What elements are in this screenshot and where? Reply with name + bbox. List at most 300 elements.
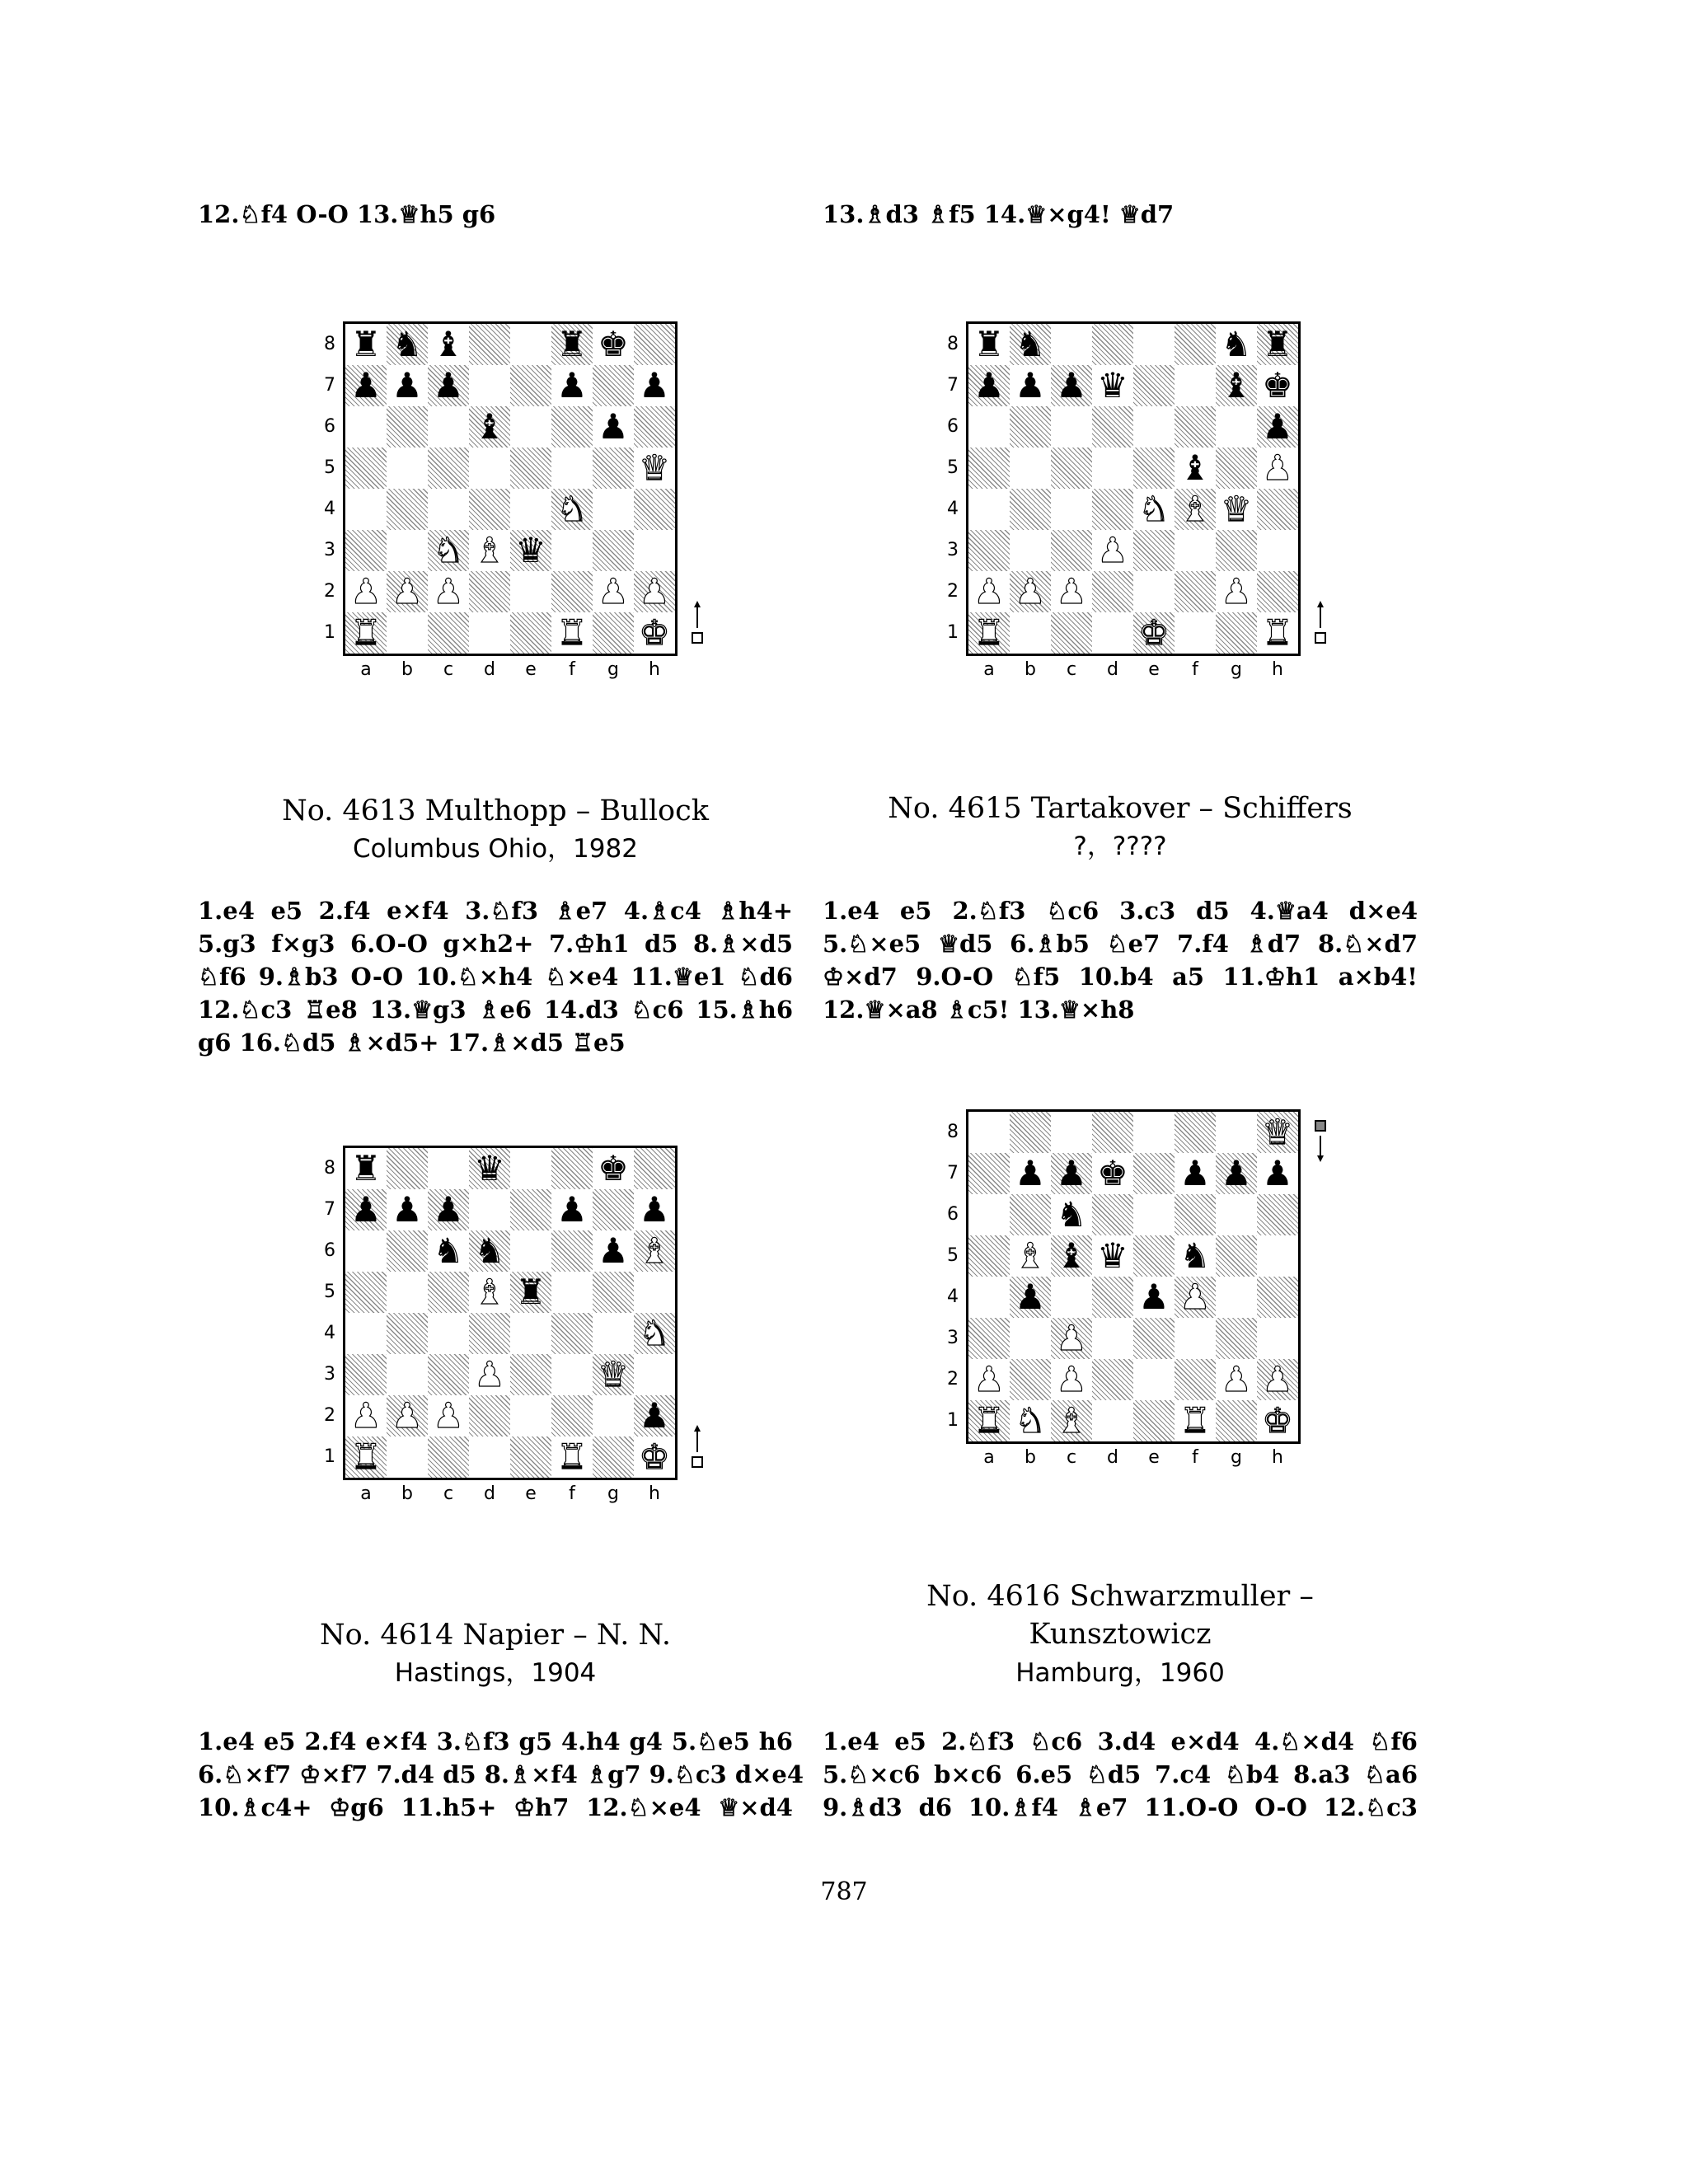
- white-pawn-icon: ♟: [1056, 1359, 1087, 1399]
- square-e7: [510, 365, 551, 406]
- rank-label: 4: [947, 499, 959, 519]
- white-rook-icon: ♜: [973, 612, 1005, 653]
- square-f6: [551, 1230, 593, 1272]
- square-d7: [469, 1189, 510, 1230]
- square-a7: [968, 1153, 1010, 1194]
- square-f6: [1175, 406, 1216, 448]
- square-g1: [1216, 1400, 1257, 1441]
- file-label: b: [401, 1483, 413, 1504]
- black-knight-icon: ♞: [474, 1230, 505, 1271]
- square-f1: [1175, 612, 1216, 654]
- rank-label: 2: [324, 581, 335, 602]
- square-b6: [387, 1230, 428, 1272]
- square-b5: [387, 448, 428, 489]
- black-king-icon: ♚: [598, 1148, 629, 1188]
- square-h6: [634, 406, 675, 448]
- black-queen-icon: ♛: [1097, 1235, 1128, 1276]
- white-bishop-icon: ♝: [1015, 1235, 1046, 1276]
- white-rook-icon: ♜: [350, 1436, 382, 1477]
- rank-label: 2: [324, 1405, 335, 1426]
- file-label: e: [525, 659, 537, 680]
- black-bishop-icon: ♝: [1179, 448, 1211, 488]
- white-pawn-icon: ♟: [1179, 1277, 1211, 1317]
- file-label: a: [360, 659, 372, 680]
- square-d5: [1092, 448, 1133, 489]
- black-pawn-icon: ♟: [639, 365, 670, 405]
- game-title-4614: No. 4614 Napier – N. N.: [320, 1619, 671, 1652]
- square-b3: [1010, 530, 1051, 571]
- file-label: a: [360, 1483, 372, 1504]
- square-d2: [469, 571, 510, 612]
- move-line: 5.g3 f×g3 6.O-O g×h2+ 7.♔h1 d5 8.♗×d5: [198, 930, 793, 958]
- square-a6: [968, 1194, 1010, 1235]
- white-knight-icon: ♞: [433, 530, 464, 570]
- rank-label: 7: [947, 1163, 959, 1183]
- square-h8: [634, 324, 675, 365]
- rank-label: 7: [324, 1199, 335, 1220]
- black-knight-icon: ♞: [1015, 324, 1046, 364]
- square-f8: [1175, 1112, 1216, 1153]
- white-knight-icon: ♞: [1138, 489, 1170, 529]
- square-a3: [345, 530, 387, 571]
- rank-label: 5: [324, 1282, 335, 1302]
- game-event-4613: Columbus Ohio，1982: [353, 834, 638, 864]
- rank-label: 4: [324, 499, 335, 519]
- white-pawn-icon: ♟: [973, 571, 1005, 612]
- square-b4: [387, 489, 428, 530]
- rank-label: 3: [947, 1328, 959, 1348]
- white-pawn-icon: ♟: [1221, 571, 1252, 612]
- square-g3: [593, 530, 634, 571]
- square-f3: [551, 530, 593, 571]
- square-e7: [510, 1189, 551, 1230]
- black-pawn-icon: ♟: [639, 1395, 670, 1436]
- game-title-line: No. 4616 Schwarzmuller –: [926, 1580, 1314, 1613]
- rank-label: 6: [324, 416, 335, 437]
- square-a4: [345, 1313, 387, 1354]
- move-line: 12.♕×a8 ♗c5! 13.♕×h8: [823, 996, 1135, 1024]
- square-a6: [968, 406, 1010, 448]
- move-line: 6.♘×f7 ♔×f7 7.d4 d5 8.♗×f4 ♗g7 9.♘c3 d×e4: [198, 1760, 804, 1788]
- white-bishop-icon: ♝: [474, 530, 505, 570]
- square-e2: [510, 571, 551, 612]
- white-knight-icon: ♞: [556, 489, 588, 529]
- rank-label: 8: [947, 1122, 959, 1142]
- rank-label: 7: [947, 375, 959, 396]
- chessboard: [343, 321, 678, 656]
- black-bishop-icon: ♝: [1221, 365, 1252, 405]
- square-e8: [1133, 324, 1175, 365]
- black-bishop-icon: ♝: [433, 324, 464, 364]
- move-line: 10.♗c4+ ♔g6 11.h5+ ♔h7 12.♘×e4 ♕×d4: [198, 1793, 793, 1821]
- game-title-4613: No. 4613 Multhopp – Bullock: [282, 794, 709, 827]
- white-pawn-icon: ♟: [1262, 448, 1293, 488]
- square-f2: [1175, 1359, 1216, 1400]
- black-knight-icon: ♞: [392, 324, 423, 364]
- square-f8: [551, 1148, 593, 1189]
- square-d8: [1092, 1112, 1133, 1153]
- square-h4: [1257, 489, 1298, 530]
- square-e2: [1133, 1359, 1175, 1400]
- square-g4: [1216, 1277, 1257, 1318]
- black-bishop-icon: ♝: [474, 406, 505, 447]
- square-h4: [1257, 1277, 1298, 1318]
- white-bishop-icon: ♝: [639, 1230, 670, 1271]
- square-e6: [1133, 406, 1175, 448]
- square-f8: [1175, 324, 1216, 365]
- black-pawn-icon: ♟: [433, 365, 464, 405]
- white-pawn-icon: ♟: [639, 571, 670, 612]
- black-pawn-icon: ♟: [1015, 365, 1046, 405]
- file-label: h: [649, 659, 660, 680]
- square-h3: [634, 1354, 675, 1395]
- file-label: e: [1148, 1447, 1160, 1468]
- black-to-move-icon: [1311, 1119, 1330, 1165]
- white-pawn-icon: ♟: [474, 1354, 505, 1394]
- square-h6: [1257, 1194, 1298, 1235]
- rank-label: 3: [947, 540, 959, 560]
- square-g3: [1216, 530, 1257, 571]
- move-line: g6 16.♘d5 ♗×d5+ 17.♗×d5 ♖e5: [198, 1029, 626, 1057]
- square-g5: [593, 448, 634, 489]
- white-bishop-icon: ♝: [1179, 489, 1211, 529]
- game-title-4615: No. 4615 Tartakover – Schiffers: [888, 792, 1353, 825]
- square-a5: [968, 1235, 1010, 1277]
- square-b1: [387, 612, 428, 654]
- square-d4: [1092, 1277, 1133, 1318]
- chess-diagram-bottom-right: [936, 1109, 1315, 1472]
- square-b1: [387, 1436, 428, 1478]
- square-g2: [593, 1395, 634, 1436]
- black-pawn-icon: ♟: [598, 1230, 629, 1271]
- file-label: c: [443, 1483, 454, 1504]
- white-pawn-icon: ♟: [973, 1359, 1005, 1399]
- square-g1: [593, 612, 634, 654]
- rank-label: 5: [947, 1245, 959, 1266]
- square-d4: [1092, 489, 1133, 530]
- black-knight-icon: ♞: [1221, 324, 1252, 364]
- square-c8: [1051, 1112, 1092, 1153]
- white-king-icon: ♚: [1262, 1400, 1293, 1441]
- black-pawn-icon: ♟: [1015, 1277, 1046, 1317]
- white-king-icon: ♚: [1138, 612, 1170, 653]
- square-g5: [1216, 448, 1257, 489]
- square-b3: [387, 1354, 428, 1395]
- rank-label: 5: [947, 457, 959, 478]
- square-c4: [1051, 1277, 1092, 1318]
- square-a3: [345, 1354, 387, 1395]
- chess-diagram-bottom-left: [313, 1146, 692, 1508]
- square-h2: [1257, 571, 1298, 612]
- square-c3: [428, 1354, 469, 1395]
- square-g1: [1216, 612, 1257, 654]
- black-knight-icon: ♞: [1056, 1194, 1087, 1235]
- rank-label: 1: [324, 622, 335, 643]
- square-a5: [345, 1272, 387, 1313]
- square-b6: [387, 406, 428, 448]
- game-title-line: Kunsztowicz: [1029, 1618, 1212, 1651]
- rank-label: 1: [947, 622, 959, 643]
- game-title-4616: [823, 1577, 1418, 1653]
- game-event-4616: Hamburg，1960: [1015, 1658, 1225, 1688]
- square-a8: [968, 1112, 1010, 1153]
- black-pawn-icon: ♟: [1015, 1153, 1046, 1193]
- square-c4: [1051, 489, 1092, 530]
- square-g3: [1216, 1318, 1257, 1359]
- file-label: a: [983, 659, 995, 680]
- black-king-icon: ♚: [1262, 365, 1293, 405]
- rank-label: 2: [947, 581, 959, 602]
- square-f6: [551, 406, 593, 448]
- move-line: 1.e4 e5 2.♘f3 ♘c6 3.c3 d5 4.♕a4 d×e4: [823, 897, 1418, 925]
- square-e1: [1133, 1400, 1175, 1441]
- square-e6: [510, 1230, 551, 1272]
- white-knight-icon: ♞: [639, 1313, 670, 1353]
- black-king-icon: ♚: [598, 324, 629, 364]
- square-a6: [345, 406, 387, 448]
- chessboard: [966, 321, 1301, 656]
- square-e3: [1133, 530, 1175, 571]
- white-pawn-icon: ♟: [1221, 1359, 1252, 1399]
- black-pawn-icon: ♟: [598, 406, 629, 447]
- square-e5: [1133, 448, 1175, 489]
- square-f3: [1175, 1318, 1216, 1359]
- square-d1: [1092, 1400, 1133, 1441]
- square-e3: [1133, 1318, 1175, 1359]
- file-label: d: [484, 1483, 495, 1504]
- square-b5: [1010, 448, 1051, 489]
- white-pawn-icon: ♟: [433, 571, 464, 612]
- square-h8: [634, 1148, 675, 1189]
- black-pawn-icon: ♟: [392, 365, 423, 405]
- file-label: c: [1066, 1447, 1077, 1468]
- rank-label: 5: [324, 457, 335, 478]
- square-e1: [510, 1436, 551, 1478]
- chessboard: [966, 1109, 1301, 1444]
- white-rook-icon: ♜: [973, 1400, 1005, 1441]
- square-a4: [968, 489, 1010, 530]
- white-pawn-icon: ♟: [433, 1395, 464, 1436]
- file-label: c: [443, 659, 454, 680]
- black-pawn-icon: ♟: [1262, 1153, 1293, 1193]
- square-h3: [1257, 530, 1298, 571]
- rank-label: 6: [947, 1204, 959, 1225]
- file-label: d: [1107, 659, 1118, 680]
- square-g4: [593, 1313, 634, 1354]
- square-g8: [1216, 1112, 1257, 1153]
- square-a5: [345, 448, 387, 489]
- square-a6: [345, 1230, 387, 1272]
- square-d1: [469, 612, 510, 654]
- square-f2: [551, 571, 593, 612]
- file-label: g: [1231, 1447, 1242, 1468]
- black-knight-icon: ♞: [433, 1230, 464, 1271]
- square-a5: [968, 448, 1010, 489]
- square-h3: [634, 530, 675, 571]
- rank-label: 4: [324, 1323, 335, 1343]
- square-b1: [1010, 612, 1051, 654]
- square-d8: [469, 324, 510, 365]
- rank-label: 2: [947, 1369, 959, 1390]
- square-g5: [1216, 1235, 1257, 1277]
- white-rook-icon: ♜: [350, 612, 382, 653]
- continuation-moves-left: 12.♘f4 O-O 13.♕h5 g6: [198, 200, 496, 228]
- file-label: e: [525, 1483, 537, 1504]
- move-line: 1.e4 e5 2.f4 e×f4 3.♘f3 g5 4.h4 g4 5.♘e5 h6: [198, 1727, 793, 1755]
- black-pawn-icon: ♟: [1056, 365, 1087, 405]
- white-to-move-icon: [1311, 600, 1330, 646]
- square-d1: [1092, 612, 1133, 654]
- black-knight-icon: ♞: [1179, 1235, 1211, 1276]
- black-pawn-icon: ♟: [639, 1189, 670, 1230]
- square-g1: [593, 1436, 634, 1478]
- file-label: f: [1192, 659, 1198, 680]
- move-line: ♔×d7 9.O-O ♘f5 10.b4 a5 11.♔h1 a×b4!: [823, 963, 1418, 991]
- file-label: d: [1107, 1447, 1118, 1468]
- page-number: 787: [820, 1877, 868, 1906]
- square-c1: [1051, 612, 1092, 654]
- square-e5: [1133, 1235, 1175, 1277]
- file-label: h: [1272, 1447, 1283, 1468]
- square-h5: [634, 1272, 675, 1313]
- black-pawn-icon: ♟: [350, 1189, 382, 1230]
- file-label: b: [1025, 659, 1036, 680]
- square-c4: [428, 1313, 469, 1354]
- square-b5: [387, 1272, 428, 1313]
- file-label: b: [1025, 1447, 1036, 1468]
- black-pawn-icon: ♟: [556, 1189, 588, 1230]
- square-e8: [510, 324, 551, 365]
- square-f4: [551, 1313, 593, 1354]
- square-d5: [469, 448, 510, 489]
- white-rook-icon: ♜: [556, 1436, 588, 1477]
- square-b8: [387, 1148, 428, 1189]
- square-e4: [510, 489, 551, 530]
- white-to-move-icon: [687, 600, 707, 646]
- white-rook-icon: ♜: [1262, 612, 1293, 653]
- square-c8: [428, 1148, 469, 1189]
- rank-label: 6: [947, 416, 959, 437]
- square-e1: [510, 612, 551, 654]
- white-pawn-icon: ♟: [350, 571, 382, 612]
- black-rook-icon: ♜: [973, 324, 1005, 364]
- white-knight-icon: ♞: [1015, 1400, 1046, 1441]
- square-d2: [1092, 571, 1133, 612]
- black-pawn-icon: ♟: [1262, 406, 1293, 447]
- white-rook-icon: ♜: [1179, 1400, 1211, 1441]
- square-d2: [469, 1395, 510, 1436]
- move-line: 9.♗d3 d6 10.♗f4 ♗e7 11.O-O O-O 12.♘c3: [823, 1793, 1418, 1821]
- square-d3: [1092, 1318, 1133, 1359]
- chessboard: [343, 1146, 678, 1480]
- rank-label: 8: [947, 334, 959, 354]
- square-g7: [593, 365, 634, 406]
- square-b8: [1010, 1112, 1051, 1153]
- white-queen-icon: ♛: [1221, 489, 1252, 529]
- rank-label: 6: [324, 1240, 335, 1261]
- square-f3: [551, 1354, 593, 1395]
- black-pawn-icon: ♟: [1221, 1153, 1252, 1193]
- move-line: 1.e4 e5 2.♘f3 ♘c6 3.d4 e×d4 4.♘×d4 ♘f6: [823, 1727, 1418, 1755]
- square-g4: [593, 489, 634, 530]
- square-f5: [551, 448, 593, 489]
- black-rook-icon: ♜: [350, 1148, 382, 1188]
- black-pawn-icon: ♟: [973, 365, 1005, 405]
- black-pawn-icon: ♟: [1138, 1277, 1170, 1317]
- file-label: c: [1066, 659, 1077, 680]
- black-pawn-icon: ♟: [1179, 1153, 1211, 1193]
- file-label: g: [1231, 659, 1242, 680]
- file-label: e: [1148, 659, 1160, 680]
- square-f6: [1175, 1194, 1216, 1235]
- square-f2: [1175, 571, 1216, 612]
- black-pawn-icon: ♟: [433, 1189, 464, 1230]
- rank-label: 8: [324, 1158, 335, 1179]
- square-g7: [593, 1189, 634, 1230]
- white-king-icon: ♚: [639, 612, 670, 653]
- square-c1: [428, 1436, 469, 1478]
- square-d7: [469, 365, 510, 406]
- square-g6: [1216, 1194, 1257, 1235]
- move-line: 5.♘×c6 b×c6 6.e5 ♘d5 7.c4 ♘b4 8.a3 ♘a6: [823, 1760, 1418, 1788]
- square-c5: [428, 448, 469, 489]
- rank-label: 1: [324, 1446, 335, 1467]
- game-moves-4616: [823, 1725, 1418, 1824]
- white-bishop-icon: ♝: [474, 1272, 505, 1312]
- square-e7: [1133, 1153, 1175, 1194]
- square-b6: [1010, 406, 1051, 448]
- game-event-4615: ?，????: [1073, 832, 1167, 861]
- game-event-4614: Hastings，1904: [394, 1658, 597, 1688]
- white-pawn-icon: ♟: [392, 1395, 423, 1436]
- file-label: a: [983, 1447, 995, 1468]
- game-moves-4614: [198, 1725, 804, 1824]
- black-pawn-icon: ♟: [1056, 1153, 1087, 1193]
- white-bishop-icon: ♝: [1056, 1400, 1087, 1441]
- file-label: d: [484, 659, 495, 680]
- square-c5: [1051, 448, 1092, 489]
- file-label: g: [607, 659, 619, 680]
- square-e3: [510, 1354, 551, 1395]
- file-label: f: [569, 1483, 575, 1504]
- square-e7: [1133, 365, 1175, 406]
- white-queen-icon: ♛: [1262, 1112, 1293, 1152]
- square-e2: [510, 1395, 551, 1436]
- rank-label: 3: [324, 1364, 335, 1385]
- file-label: g: [607, 1483, 619, 1504]
- white-pawn-icon: ♟: [350, 1395, 382, 1436]
- square-d6: [1092, 406, 1133, 448]
- continuation-moves-right: 13.♗d3 ♗f5 14.♕×g4! ♕d7: [823, 200, 1175, 228]
- white-pawn-icon: ♟: [1056, 1318, 1087, 1358]
- white-pawn-icon: ♟: [1015, 571, 1046, 612]
- black-queen-icon: ♛: [1097, 365, 1128, 405]
- square-g6: [1216, 406, 1257, 448]
- square-a3: [968, 530, 1010, 571]
- square-d4: [469, 1313, 510, 1354]
- square-c6: [1051, 406, 1092, 448]
- square-e5: [510, 448, 551, 489]
- square-f3: [1175, 530, 1216, 571]
- white-king-icon: ♚: [639, 1436, 670, 1477]
- move-line: 12.♘c3 ♖e8 13.♕g3 ♗e6 14.d3 ♘c6 15.♗h6: [198, 996, 793, 1024]
- square-b2: [1010, 1359, 1051, 1400]
- square-f7: [1175, 365, 1216, 406]
- square-c1: [428, 612, 469, 654]
- square-c8: [1051, 324, 1092, 365]
- square-b6: [1010, 1194, 1051, 1235]
- black-king-icon: ♚: [1097, 1153, 1128, 1193]
